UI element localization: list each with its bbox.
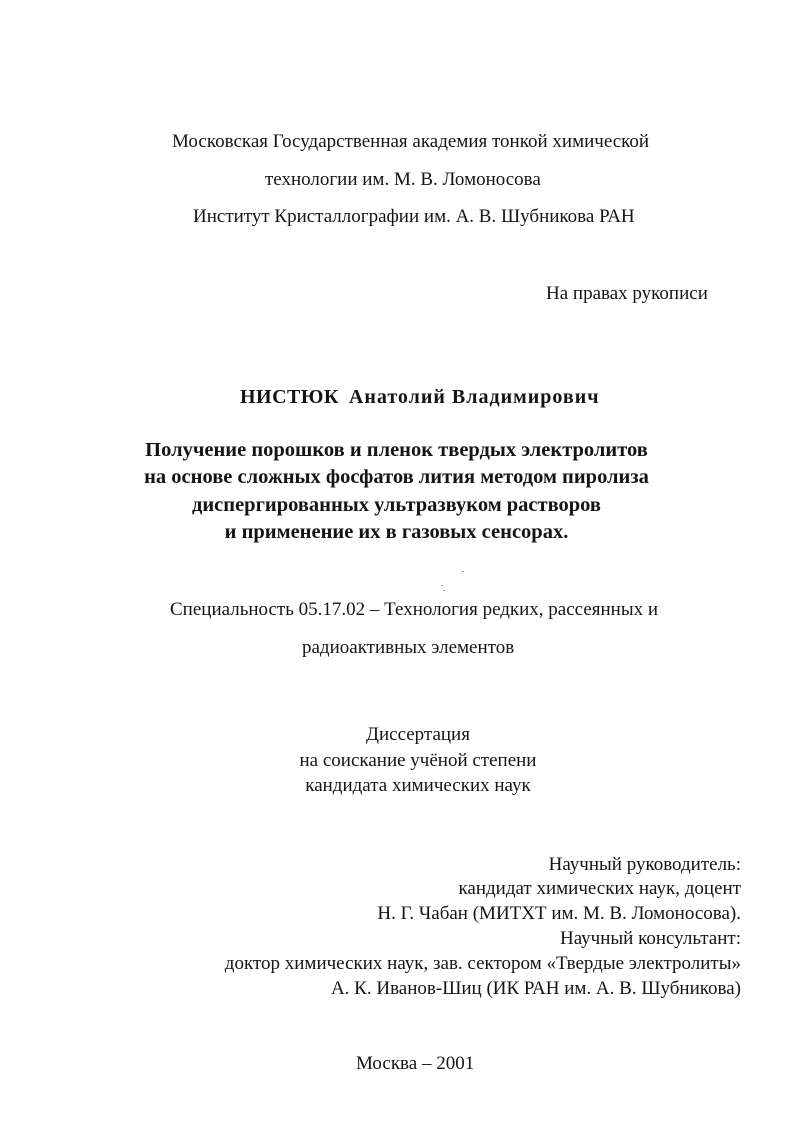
dissertation-title-line-2: на основе сложных фосфатов лития методом пиролиза xyxy=(144,466,649,488)
author-given-names: Анатолий Владимирович xyxy=(348,386,600,408)
dissertation-title-line-1: Получение порошков и пленок твердых электролитов xyxy=(145,439,648,461)
supervisor-name: Н. Г. Чабан (МИТХТ им. М. В. Ломоносова). xyxy=(377,903,741,924)
author-surname: НИСТЮК xyxy=(240,386,339,408)
supervisor-degree: кандидат химических наук, доцент xyxy=(458,878,741,899)
institution-line-2: технологии им. М. В. Ломоносова xyxy=(265,169,541,190)
degree-sought: на соискание учёной степени xyxy=(299,750,537,771)
dissertation-type: Диссертация xyxy=(366,724,470,745)
specialty-line-2: радиоактивных элементов xyxy=(302,637,515,658)
consultant-name: А. К. Иванов-Шиц (ИК РАН им. А. В. Шубникова) xyxy=(330,978,741,999)
degree-field: кандидата химических наук xyxy=(305,775,531,796)
manuscript-note: На правах рукописи xyxy=(546,283,708,304)
supervisor-label: Научный руководитель: xyxy=(548,854,741,875)
specialty-line-1: Специальность 05.17.02 – Технология редких, рассеянных и xyxy=(170,599,659,620)
dissertation-title-line-3: диспергированных ультразвуком растворов xyxy=(191,494,601,516)
scan-speck xyxy=(443,590,445,591)
institution-line-1: Московская Государственная академия тонкой химической xyxy=(172,131,650,152)
consultant-label: Научный консультант: xyxy=(559,928,741,949)
scan-speck xyxy=(441,585,443,586)
institution-line-3: Институт Кристаллографии им. А. В. Шубникова РАН xyxy=(193,206,635,227)
scan-speck xyxy=(462,571,464,572)
place-year: Москва – 2001 xyxy=(356,1053,475,1074)
author-name xyxy=(240,385,600,409)
consultant-degree: доктор химических наук, зав. сектором «Твердые электролиты» xyxy=(224,953,741,974)
dissertation-title-line-4: и применение их в газовых сенсорах. xyxy=(224,521,569,543)
